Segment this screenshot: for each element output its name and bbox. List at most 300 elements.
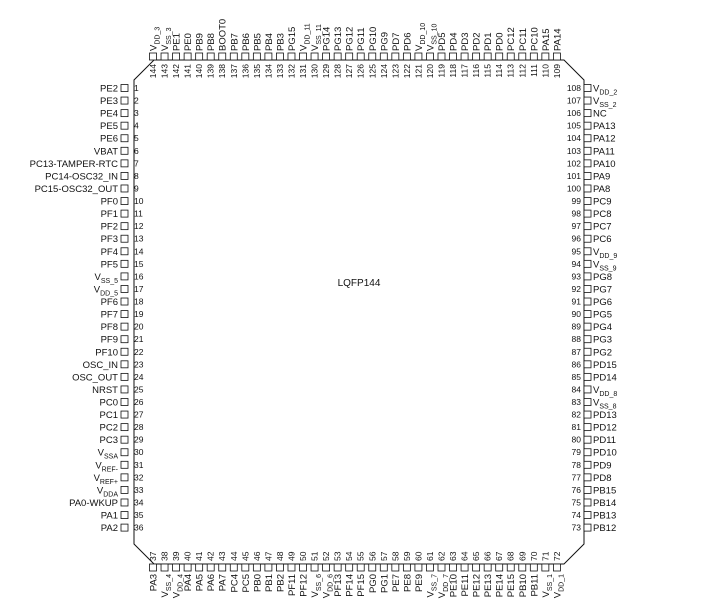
pin-number: 101 [566,170,581,181]
pin-name: PG4 [593,322,613,334]
pin-name: PF2 [100,221,118,233]
pin-number: 100 [566,183,581,194]
pin-label [593,197,611,208]
pin-label [593,159,616,170]
pin-number: 75 [571,497,581,508]
pin-right-91 [572,297,612,309]
pin-number: 111 [528,64,539,77]
pin-name-subscript: DD_6 [327,574,335,592]
pin-left-21 [101,334,144,346]
pin-label [593,247,617,260]
pin-bottom-70 [529,551,541,596]
pin-bottom-41 [194,551,206,591]
pin-label [100,398,118,409]
pin-right-100 [567,183,610,195]
pin-pad [150,564,157,571]
pin-label [449,33,460,51]
pin-name: PD2 [471,32,483,51]
pin-pad [357,53,364,60]
pin-right-85 [572,372,617,384]
pin-name-subscript: SS_6 [316,574,324,592]
pin-pad [121,122,128,129]
pin-name: PB9 [194,33,206,51]
pin-number: 110 [540,64,551,78]
pin-number: 42 [205,551,216,561]
pin-pad [403,564,410,571]
pin-number: 133 [274,64,285,79]
pin-number: 39 [171,551,182,561]
pin-name: PD0 [494,32,506,51]
pin-name: PC4 [229,574,241,593]
pin-name: PF9 [100,334,118,346]
pin-pad [426,564,433,571]
pin-number: 117 [459,64,470,78]
pin-label [94,473,118,486]
pin-top-114 [494,33,506,78]
pin-bottom-67 [494,551,506,597]
pin-pad [300,53,307,60]
pin-label [593,372,617,383]
pin-name-subscript: DD_11 [304,23,312,45]
pin-pad [584,248,591,255]
pin-left-35 [101,510,144,522]
pin-name: PC14-OSC32_IN [45,171,118,183]
pin-pad [438,564,445,571]
pin-name: PG12 [344,26,356,51]
pin-pad [584,97,591,104]
pin-right-89 [572,322,612,334]
pin-pad [584,285,591,292]
pin-name: V [93,284,101,296]
pin-left-8 [45,171,139,183]
pin-label [83,360,119,371]
pin-label [368,574,379,593]
pin-number: 70 [528,551,539,561]
pin-number: 88 [571,334,581,345]
pin-number: 141 [182,64,193,79]
pin-number: 21 [134,334,144,345]
pin-number: 72 [551,551,562,561]
pin-right-97 [572,221,612,233]
pin-name: PG0 [367,574,379,594]
pin-pad [473,564,480,571]
pin-label [356,574,367,597]
pin-pad [415,53,422,60]
pin-number: 84 [571,384,581,395]
pin-label [593,385,617,398]
pin-name: PB10 [517,574,529,598]
pin-label [529,27,540,51]
pin-left-18 [101,297,144,309]
pin-name: PA0-WKUP [69,497,118,509]
pin-right-79 [572,447,617,459]
pin-pad [219,564,226,571]
pin-pad [311,53,318,60]
pin-name: PD15 [593,359,617,371]
pin-name: V [593,384,600,396]
pin-left-28 [100,422,144,434]
pin-number: 114 [494,64,505,78]
pin-label [100,84,118,95]
pin-top-122 [402,33,414,79]
pin-pad [253,53,260,60]
pin-number: 40 [182,551,193,561]
pin-name: PB8 [206,33,218,51]
pin-number: 98 [571,208,581,219]
pin-label [333,574,344,597]
pin-name: PD9 [593,460,612,472]
pin-pad [461,564,468,571]
pin-number: 122 [401,64,412,79]
pin-name: PE4 [100,108,118,120]
pin-name: PE14 [494,574,506,598]
pin-pad [584,499,591,506]
pin-name: PC6 [593,234,612,246]
pin-pad [121,361,128,368]
pin-pad [403,53,410,60]
pin-pad [584,323,591,330]
pin-name-subscript: DD_8 [599,390,618,398]
pin-number: 104 [566,133,581,144]
pin-number: 92 [571,283,581,294]
pin-label [529,574,540,597]
pin-label [72,372,118,383]
pin-name: V [148,44,160,51]
pin-name: PA12 [593,133,616,145]
pin-name: PG6 [593,297,613,309]
pin-label [218,574,229,591]
pin-right-77 [572,472,612,484]
pin-pad [473,53,480,60]
pin-number: 20 [134,321,144,332]
pin-number: 63 [448,551,459,561]
pin-number: 142 [171,64,182,79]
pin-pad [584,298,591,305]
pin-label [379,32,390,51]
pin-number: 27 [134,409,144,420]
pin-top-126 [356,27,368,78]
pin-number: 116 [471,64,482,78]
pin-pad [323,53,330,60]
pin-label [101,247,118,258]
pin-label [593,523,616,534]
pin-label [593,209,611,220]
pin-name: PF0 [100,196,118,208]
pin-left-20 [101,322,144,334]
pin-name: PB2 [275,574,287,592]
pin-label [172,33,183,51]
pin-bottom-42 [206,551,218,591]
pin-pad [161,564,168,571]
pin-pad [584,223,591,230]
pin-number: 17 [134,283,144,294]
pin-pad [334,564,341,571]
pin-label [206,574,217,591]
pin-number: 53 [332,551,343,561]
pin-pad [121,461,128,468]
pin-name: PE15 [506,574,518,598]
pin-label [264,574,275,592]
pin-label [402,33,413,51]
pin-pad [311,564,318,571]
pin-number: 30 [134,447,144,458]
pin-name: PB12 [593,523,617,535]
pin-pad [121,198,128,205]
pin-top-134 [263,33,275,78]
pin-pad [584,185,591,192]
pin-label [593,460,611,471]
pin-name: V [298,44,310,51]
pin-pad [584,411,591,418]
pin-name: PD10 [593,447,617,459]
pin-pad [450,564,457,571]
pin-label [506,574,517,597]
pin-name: V [552,591,564,599]
pin-name: V [93,472,100,484]
pin-label [101,197,118,208]
pin-pad [584,147,591,154]
pin-pad [461,53,468,60]
pin-number: 134 [263,64,274,79]
pin-number: 13 [134,233,144,244]
pin-pad [121,160,128,167]
pin-name: PA9 [593,171,611,183]
pin-number: 125 [367,64,378,79]
pin-label [552,574,565,598]
pin-label [101,297,118,308]
pin-name: V [413,44,425,51]
pin-number: 120 [424,64,435,79]
pin-label [593,360,617,371]
pin-label [95,272,119,285]
pin-name: PE11 [460,574,472,597]
pin-pad [121,424,128,431]
pin-number: 18 [134,296,144,307]
pin-number: 79 [571,447,581,458]
pin-name: PA4 [183,574,195,592]
pin-pad [207,564,214,571]
pin-number: 59 [401,551,412,561]
pin-pad [584,361,591,368]
pin-pad [392,53,399,60]
pin-number: 138 [217,64,228,79]
pin-pad [121,223,128,230]
pin-number: 82 [571,409,581,420]
pin-top-128 [333,27,345,78]
pin-number: 78 [571,459,581,470]
pin-left-26 [100,397,144,409]
pin-right-102 [567,158,616,170]
pin-name: PE8 [402,574,414,592]
pin-bottom-55 [356,551,368,596]
pin-label [100,435,118,446]
pin-label [229,574,240,592]
pin-label [593,109,607,120]
pin-name: PD11 [593,435,617,447]
pin-name: PB11 [529,574,541,597]
pin-top-119 [437,33,449,78]
pin-bottom-46 [252,551,264,592]
pin-left-2 [100,96,139,108]
pin-name-subscript: SS_3 [166,27,174,45]
package-name: LQFP144 [337,278,381,289]
pin-top-116 [471,33,483,78]
pin-bottom-69 [517,551,529,597]
pin-label [264,33,275,51]
pin-left-5 [100,133,139,145]
pin-label [593,435,616,446]
pin-pad [584,336,591,343]
pin-number: 31 [134,459,144,470]
pin-name: PG1 [379,574,391,594]
pin-label [518,28,529,51]
pin-pad [121,399,128,406]
pin-number: 109 [551,64,562,79]
pin-bottom-53 [333,551,345,596]
pin-pad [584,348,591,355]
pin-top-139 [206,33,218,78]
pin-pad [207,53,214,60]
pin-name: PF6 [100,297,118,309]
pin-label [100,121,118,132]
pin-number: 131 [298,64,309,79]
pin-name-subscript: DD_5 [100,290,118,298]
pin-label [333,27,344,51]
pin-number: 68 [505,551,516,561]
pin-label [275,574,286,592]
pin-label [100,109,118,120]
pin-name: PG14 [321,26,333,51]
pin-name: PA6 [206,574,218,592]
pin-label [593,259,617,272]
pin-name: PF13 [333,574,345,597]
pin-name: V [593,246,600,258]
pin-label [593,322,612,333]
pin-bottom-45 [240,551,252,592]
pin-number: 94 [571,258,581,269]
pin-name: PB6 [240,33,252,51]
pin-name: PC0 [99,397,118,409]
pin-name-subscript: SS_9 [599,265,617,273]
pin-label [287,574,298,596]
pin-label [379,574,390,593]
pin-number: 50 [298,551,309,561]
pin-name: PG7 [593,284,613,296]
pin-number: 119 [436,64,447,78]
pin-bottom-50 [298,551,310,596]
pin-bottom-58 [390,551,402,592]
pin-pad [121,85,128,92]
pin-number: 52 [321,551,332,561]
pin-top-140 [194,33,206,78]
pin-name: PG11 [356,27,368,51]
pin-pad [265,53,272,60]
pin-number: 9 [134,183,139,194]
pin-bottom-63 [448,551,460,597]
pin-label [593,284,612,295]
pin-left-11 [101,209,144,221]
pin-label [593,335,612,346]
pin-label [593,423,617,434]
pin-left-27 [100,410,144,422]
pin-label [101,310,118,321]
pin-label [45,171,118,182]
pin-number: 91 [571,296,581,307]
pin-label [518,574,529,597]
pin-name: V [593,397,600,409]
pin-bottom-54 [344,551,356,596]
pin-label [229,33,240,51]
pin-name: V [321,591,333,599]
pin-number: 16 [134,271,144,282]
pin-label [100,410,118,421]
pin-number: 86 [571,359,581,370]
pin-pad [121,373,128,380]
pin-number: 139 [205,64,216,79]
pin-left-29 [100,435,144,447]
pin-pad [173,564,180,571]
pin-label [149,574,160,591]
pin-number: 99 [571,196,581,207]
pin-pad [121,185,128,192]
pin-label [195,33,206,51]
pin-left-7 [30,158,139,170]
pin-pad [300,564,307,571]
pin-number: 65 [471,551,482,561]
pin-label [95,460,118,473]
pin-top-115 [483,33,495,78]
pin-label [101,511,118,522]
pin-number: 36 [134,522,144,533]
pin-bottom-65 [471,551,483,597]
pin-number: 11 [134,208,143,219]
pin-label [95,347,118,358]
pin-pad [121,298,128,305]
pin-pad [346,53,353,60]
pin-pad [121,436,128,443]
pin-pad [323,564,330,571]
pin-pad [415,564,422,571]
pin-name: PF12 [298,574,310,597]
pin-pad [121,147,128,154]
pin-name: PA1 [100,510,118,522]
pin-label [460,574,471,597]
pin-pad [530,53,537,60]
pin-pad [584,160,591,167]
pin-number: 123 [390,64,401,79]
pin-number: 1 [134,83,139,93]
pin-pad [121,486,128,493]
pin-pad [121,97,128,104]
pin-label [322,27,333,51]
pin-right-76 [572,485,617,497]
pin-left-25 [92,384,144,396]
pin-label [593,96,617,109]
pin-label [483,33,494,51]
pin-top-138 [217,19,229,78]
pin-label [287,27,298,51]
pin-label [368,27,379,51]
pin-top-136 [240,33,252,78]
pin-name-subscript: SS_1 [546,574,554,592]
pin-label [241,574,252,592]
pin-number: 140 [194,64,205,79]
pin-bottom-66 [483,551,495,597]
pin-number: 6 [134,145,139,156]
pin-number: 33 [134,484,144,495]
pin-name: PC10 [529,27,541,51]
pin-bottom-57 [379,551,391,593]
